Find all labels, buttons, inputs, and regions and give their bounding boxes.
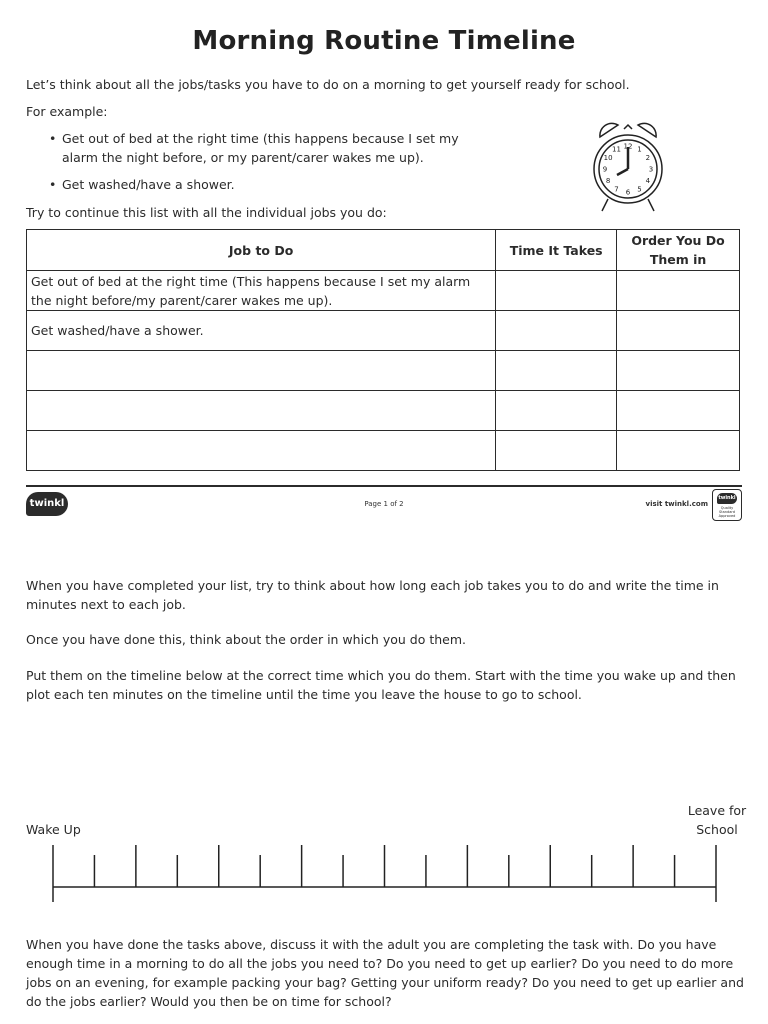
visit-link[interactable]: visit twinkl.com <box>645 500 708 508</box>
clock-number: 1 <box>637 145 642 154</box>
page-number: Page 1 of 2 <box>364 500 404 508</box>
time-cell[interactable] <box>496 271 617 311</box>
intro-text: Let’s think about all the jobs/tasks you have to do on a morning to get yourself ready for school. <box>26 77 630 92</box>
clock-number: 9 <box>602 165 608 174</box>
clock-number: 11 <box>612 145 621 154</box>
for-example-label: For example: <box>26 104 108 119</box>
badge-text: Quality Standard Approved <box>718 506 736 518</box>
table-row <box>27 391 740 431</box>
clock-number: 12 <box>623 142 633 151</box>
job-cell[interactable] <box>27 431 496 471</box>
continue-text: Try to continue this list with all the individual jobs you do: <box>26 205 387 220</box>
jobs-table <box>26 229 740 471</box>
clock-number: 7 <box>614 185 619 194</box>
discussion-paragraph: When you have done the tasks above, discuss it with the adult you are completing the task with. Do you have enough time in a morning to do all the jobs you need to? Do you need to get up earlier? Do you need to do more jobs on an evening, for example packing your bag? Getting your uniform ready? Do you need to get up earlier and do the jobs earlier? Would you then be on time for school? <box>26 937 744 1009</box>
order-cell[interactable] <box>617 311 740 351</box>
order-cell[interactable] <box>617 431 740 471</box>
bullet-text: Get out of bed at the right time (this happens because I set my alarm the night before, or my parent/carer wakes me up). <box>62 131 459 165</box>
column-header-order: Order You Do Them in <box>617 230 740 271</box>
clock-number: 2 <box>645 154 651 162</box>
order-cell[interactable] <box>617 271 740 311</box>
twinkl-logo: twinkl <box>26 492 68 516</box>
order-cell[interactable] <box>617 351 740 391</box>
column-header-job: Job to Do <box>27 230 496 271</box>
timeline <box>48 840 724 906</box>
time-cell[interactable] <box>496 311 617 351</box>
table-row <box>27 351 740 391</box>
job-cell: Get washed/have a shower. <box>27 311 496 351</box>
bullet-dot-icon: • <box>49 131 57 146</box>
clock-number: 8 <box>605 177 611 185</box>
order-cell[interactable] <box>617 391 740 431</box>
instruction-paragraph-3: Put them on the timeline below at the correct time which you do them. Start with the time you wake up and then plot each ten minutes on the timeline until the time you leave the house to go to school. <box>26 668 736 702</box>
instruction-paragraph-2: Once you have done this, think about the order in which you do them. <box>26 632 466 647</box>
table-row <box>27 311 740 351</box>
timeline-start-label: Wake Up <box>26 822 81 837</box>
column-header-time: Time It Takes <box>496 230 617 271</box>
clock-number: 5 <box>637 185 642 194</box>
badge-logo: twinkl <box>717 493 737 504</box>
bullet-item <box>49 129 472 167</box>
quality-badge <box>712 489 742 521</box>
time-cell[interactable] <box>496 431 617 471</box>
time-cell[interactable] <box>496 391 617 431</box>
table-row <box>27 431 740 471</box>
page-title: Morning Routine Timeline <box>192 26 576 56</box>
job-cell[interactable] <box>27 351 496 391</box>
table-row <box>27 271 740 311</box>
clock-number: 10 <box>603 154 613 162</box>
job-cell[interactable] <box>27 391 496 431</box>
footer-divider <box>26 485 742 487</box>
job-cell: Get out of bed at the right time (This happens because I set my alarm the night before/my parent/carer wakes me up). <box>27 271 496 311</box>
bullet-text: Get washed/have a shower. <box>62 177 235 192</box>
time-cell[interactable] <box>496 351 617 391</box>
alarm-clock-icon <box>588 115 668 215</box>
instruction-paragraph-1: When you have completed your list, try to think about how long each job takes you to do and write the time in minutes next to each job. <box>26 578 719 612</box>
timeline-end-label: Leave for School <box>687 803 747 837</box>
bullet-dot-icon: • <box>49 177 57 192</box>
clock-number: 4 <box>645 177 651 185</box>
bullet-item <box>49 175 472 194</box>
clock-number: 3 <box>648 165 654 174</box>
clock-number: 6 <box>625 188 631 197</box>
table-header-row <box>27 230 740 271</box>
